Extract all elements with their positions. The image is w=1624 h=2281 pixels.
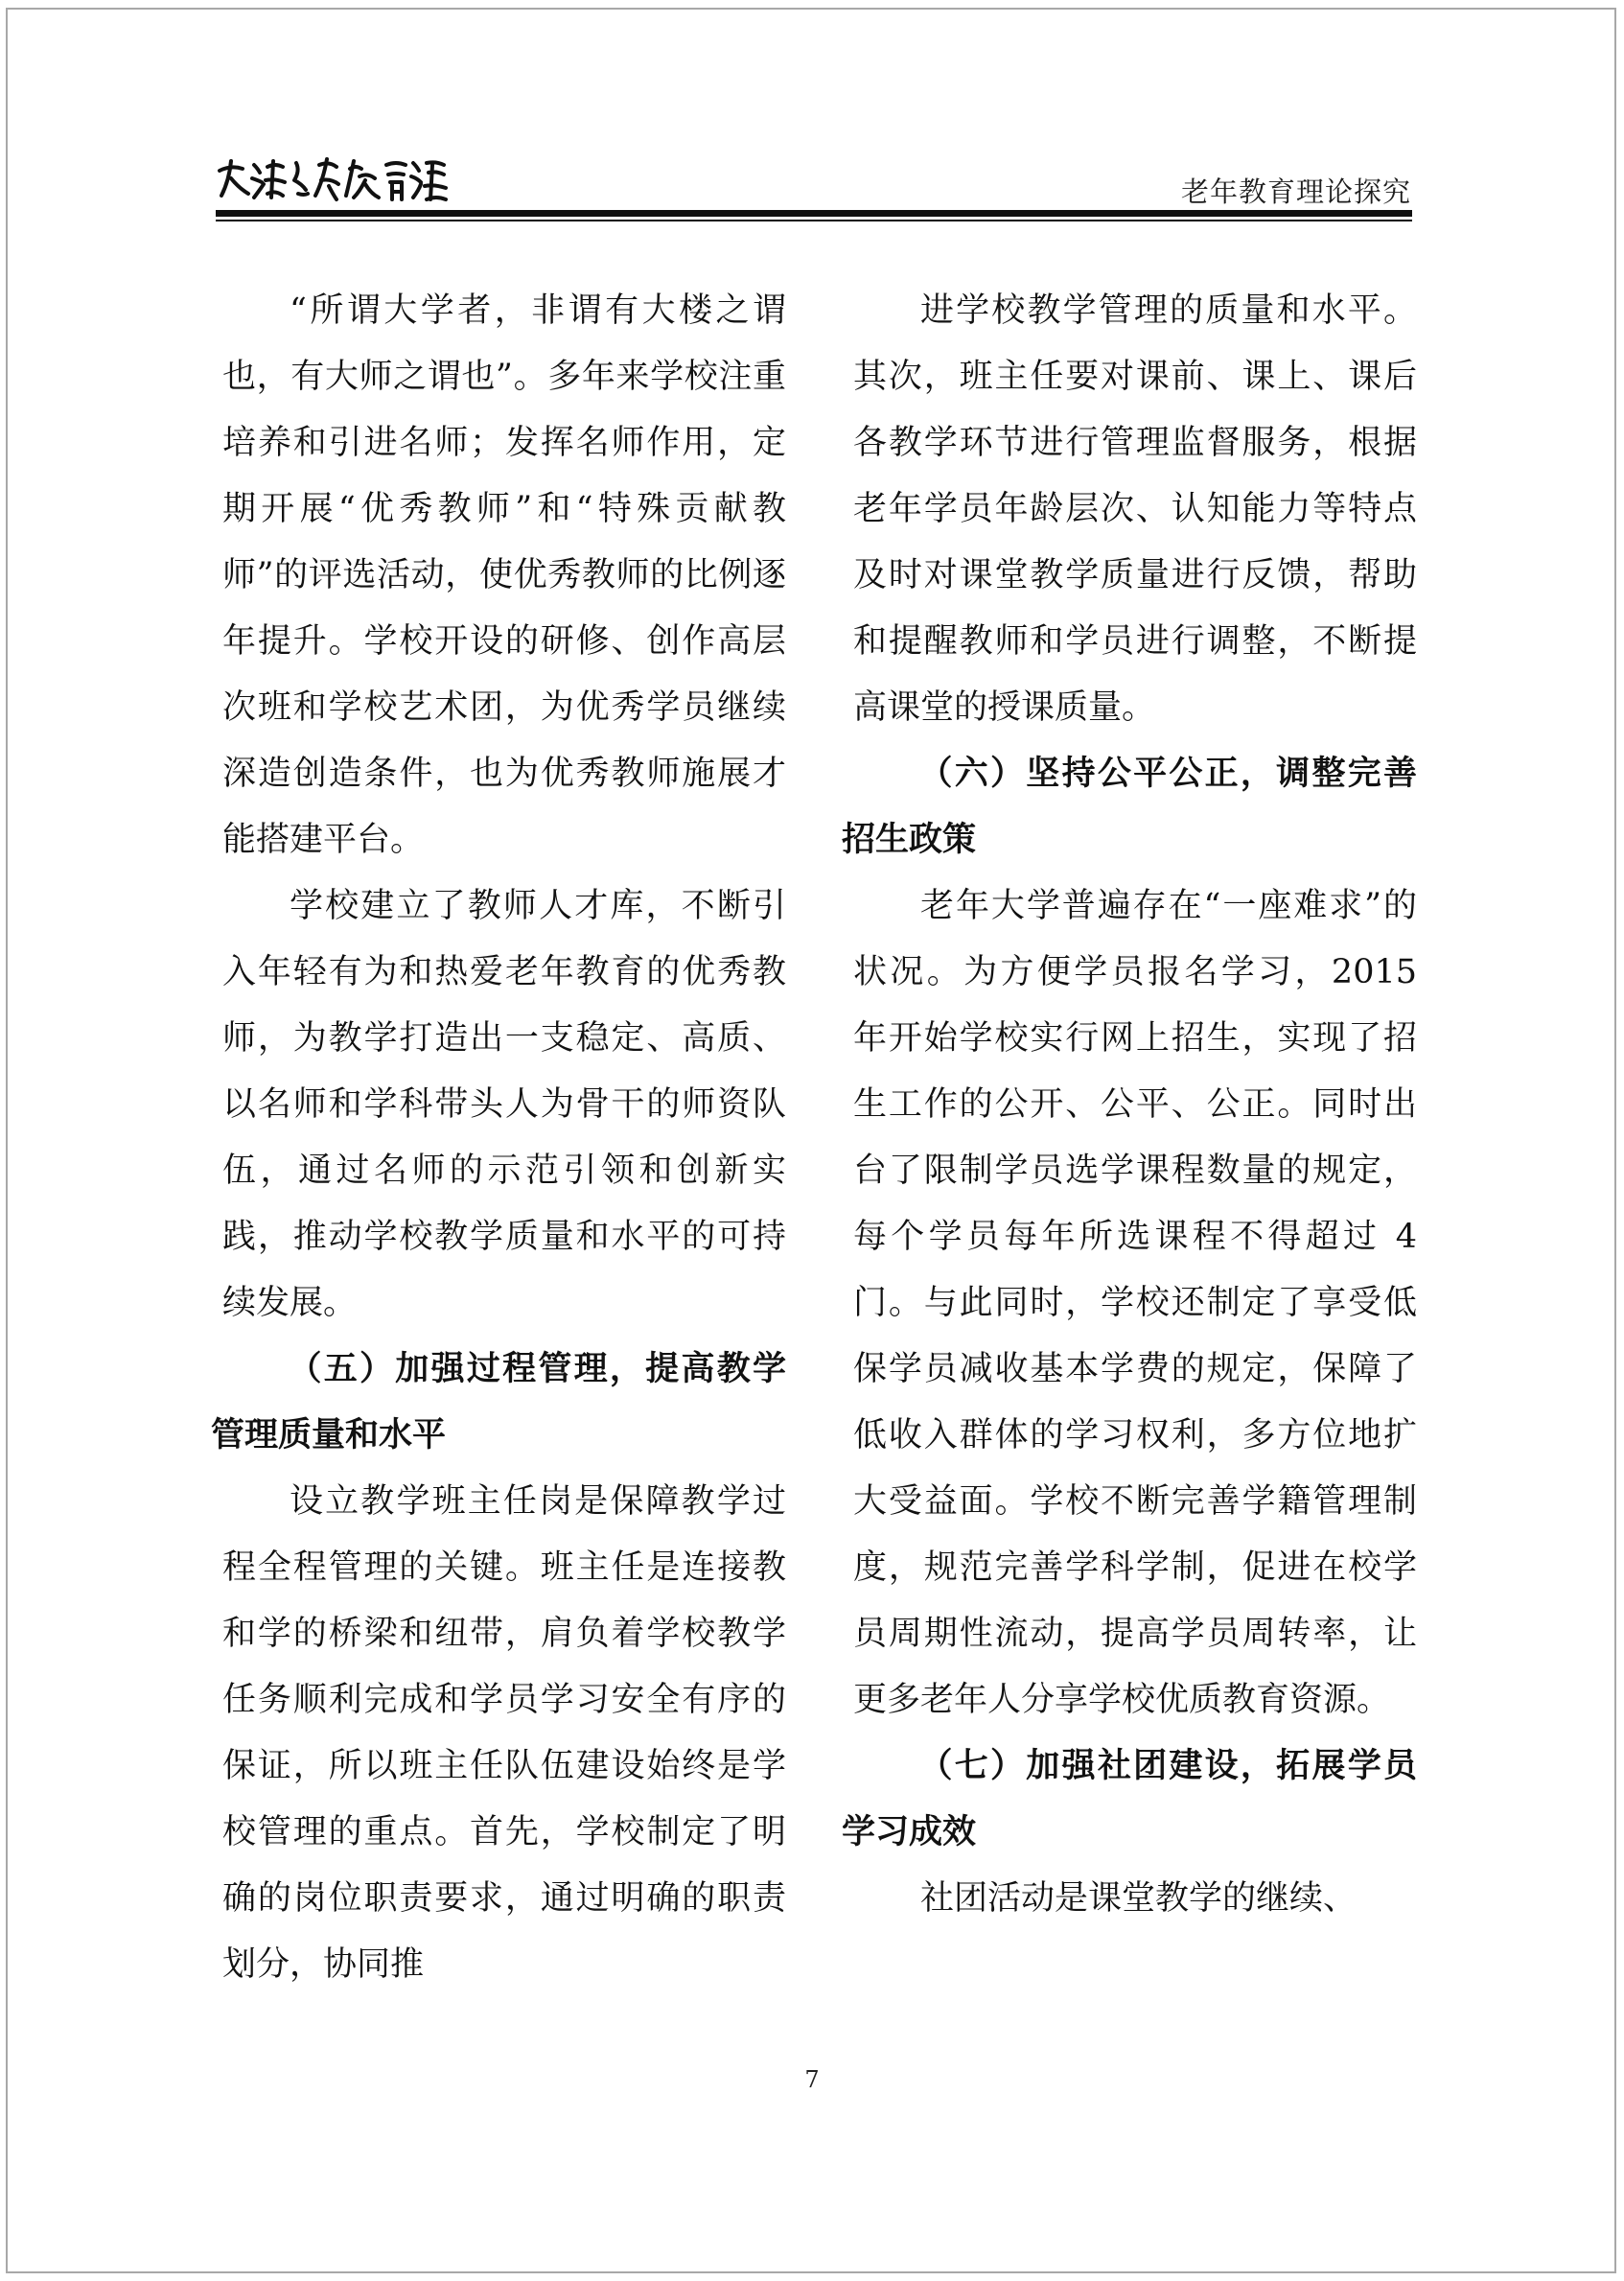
section-label: 老年教育理论探究 — [1180, 175, 1411, 208]
left-column — [211, 278, 786, 1998]
paragraph: 社团活动是课堂教学的继续、 — [920, 1879, 1357, 1918]
calligraphy-logo-icon — [216, 151, 451, 207]
header-rule-thick — [216, 210, 1412, 217]
paragraph: 老年大学普遍存在“一座难求”的状况。为方便学员报名学习，2015 年开始学校实行网上招生，实现了招生工作的公开、公平、公正。同时出台了限制学员选学课程数量的规定，每个学员每年所选课程不得超过 4 门。与此同时，学校还制定了享受低保学员减收基本学费的规定，保障了低收入群体的学习权利，多方位地扩大受益面。学校不断完善学籍管理制度，规范完善学科学制，促进在校学员周期性流动，提高学员周转率，让更多老年人分享学校优质教育资源。 — [853, 887, 1417, 1719]
page-number: 7 — [804, 2066, 820, 2093]
paragraph: 学校建立了教师人才库，不断引入年轻有为和热爱老年教育的优秀教师，为教学打造出一支稳定、高质、以名师和学科带头人为骨干的师资队伍，通过名师的示范引领和创新实践，推动学校教学质量和水平的可持续发展。 — [222, 887, 786, 1322]
section-heading: （六）坚持公平公正，调整完善招生政策 — [842, 755, 1417, 859]
header-rule-thin — [216, 220, 1412, 221]
paragraph: 设立教学班主任岗是保障教学过程全程管理的关键。班主任是连接教和学的桥梁和纽带，肩负着学校教学任务顺利完成和学员学习安全有序的保证，所以班主任队伍建设始终是学校管理的重点。首先，学校制定了明确的岗位职责要求，通过明确的职责划分，协同推 — [222, 1482, 786, 1984]
section-heading: （五）加强过程管理，提高教学管理质量和水平 — [211, 1350, 786, 1455]
paragraph: “所谓大学者，非谓有大楼之谓也，有大师之谓也”。多年来学校注重培养和引进名师；发挥名师作用，定期开展“优秀教师”和“特殊贡献教师”的评选活动，使优秀教师的比例逐年提升。学校开设的研修、创作高层次班和学校艺术团，为优秀学员继续深造创造条件，也为优秀教师施展才能搭建平台。 — [222, 291, 786, 859]
right-column — [842, 278, 1417, 1932]
paragraph: 进学校教学管理的质量和水平。其次，班主任要对课前、课上、课后各教学环节进行管理监督服务，根据老年学员年龄层次、认知能力等特点及时对课堂教学质量进行反馈，帮助和提醒教师和学员进行调整，不断提高课堂的授课质量。 — [853, 291, 1417, 727]
section-heading: （七）加强社团建设，拓展学员学习成效 — [842, 1747, 1417, 1851]
journal-logo — [216, 151, 451, 207]
